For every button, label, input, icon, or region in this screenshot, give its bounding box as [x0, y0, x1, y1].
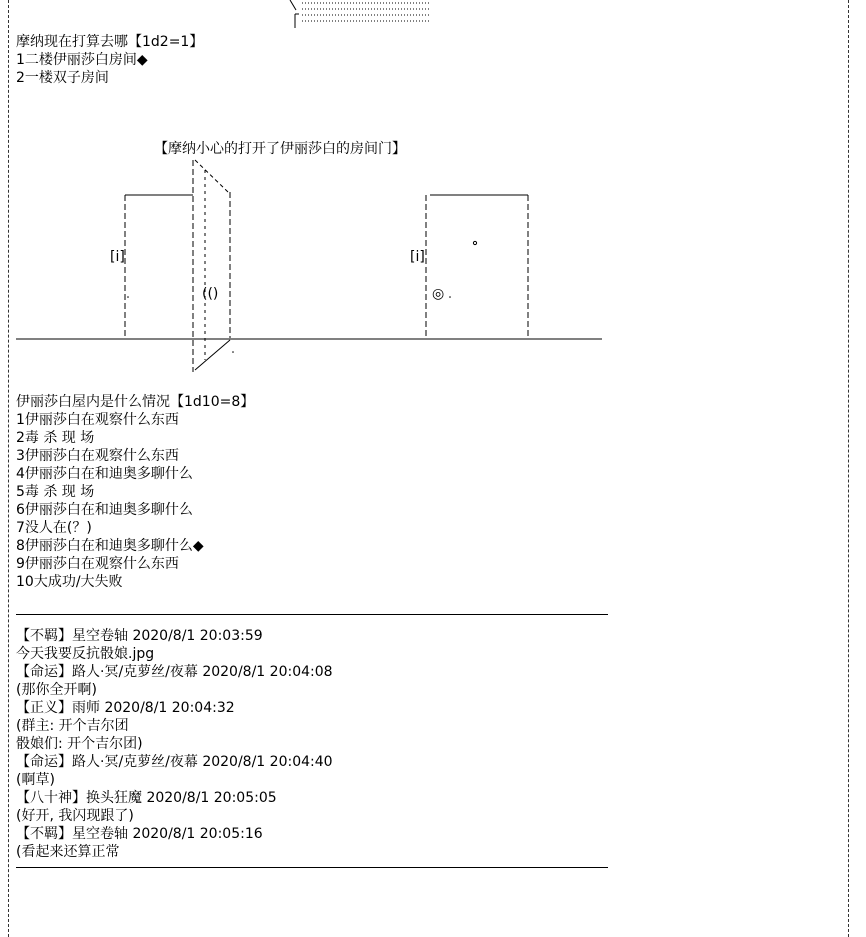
roll-option: 1伊丽莎白在观察什么东西 — [16, 412, 179, 428]
comment-text: (群主: 开个吉尔团 — [16, 718, 129, 734]
left-border — [8, 0, 9, 937]
roll-option: 7没人在(？) — [16, 520, 92, 536]
comment-text: (看起来还算正常 — [16, 844, 120, 860]
choice-header: 摩纳现在打算去哪【1d2=1】 — [16, 34, 204, 50]
choice-option-1: 1二楼伊丽莎白房间◆ — [16, 52, 148, 68]
scene-title: 【摩纳小心的打开了伊丽莎白的房间门】 — [154, 141, 406, 157]
left-door-sign: [i] — [110, 249, 125, 265]
roll-option: 8伊丽莎白在和迪奥多聊什么◆ — [16, 538, 204, 554]
divider-top — [16, 614, 608, 615]
header-art — [280, 0, 440, 30]
comment-text: 骰娘们: 开个吉尔团) — [16, 736, 143, 752]
comment-text: (啊草) — [16, 772, 55, 788]
roll-option: 9伊丽莎白在观察什么东西 — [16, 556, 179, 572]
comment-author: 【命运】路人·冥/克萝丝/夜幕 2020/8/1 20:04:08 — [16, 664, 333, 680]
right-door-sign: [i] — [410, 249, 425, 265]
door-handle: (() — [202, 286, 219, 302]
comment-text: 今天我要反抗骰娘.jpg — [16, 646, 155, 662]
comment-text: (那你全开啊) — [16, 682, 97, 698]
comment-author: 【八十神】换头狂魔 2020/8/1 20:05:05 — [16, 790, 277, 806]
comment-author: 【命运】路人·冥/克萝丝/夜幕 2020/8/1 20:04:40 — [16, 754, 333, 770]
right-border — [848, 0, 849, 937]
comment-author: 【不羁】星空卷轴 2020/8/1 20:03:59 — [16, 628, 263, 644]
roll-option: 4伊丽莎白在和迪奥多聊什么 — [16, 466, 193, 482]
comment-author: 【不羁】星空卷轴 2020/8/1 20:05:16 — [16, 826, 263, 842]
comment-author: 【正义】雨师 2020/8/1 20:04:32 — [16, 700, 235, 716]
comment-text: (好开, 我闪现跟了) — [16, 808, 134, 824]
roll-option: 3伊丽莎白在观察什么东西 — [16, 448, 179, 464]
right-door-knob: ◎ — [432, 286, 445, 302]
roll-option: 10大成功/大失败 — [16, 574, 123, 590]
roll-option: 5毒 杀 现 场 — [16, 484, 95, 500]
roll-header: 伊丽莎白屋内是什么情况【1d10=8】 — [16, 394, 255, 410]
divider-bottom — [16, 867, 608, 868]
choice-option-2: 2一楼双子房间 — [16, 70, 109, 86]
roll-option: 6伊丽莎白在和迪奥多聊什么 — [16, 502, 193, 518]
roll-option: 2毒 杀 现 场 — [16, 430, 95, 446]
